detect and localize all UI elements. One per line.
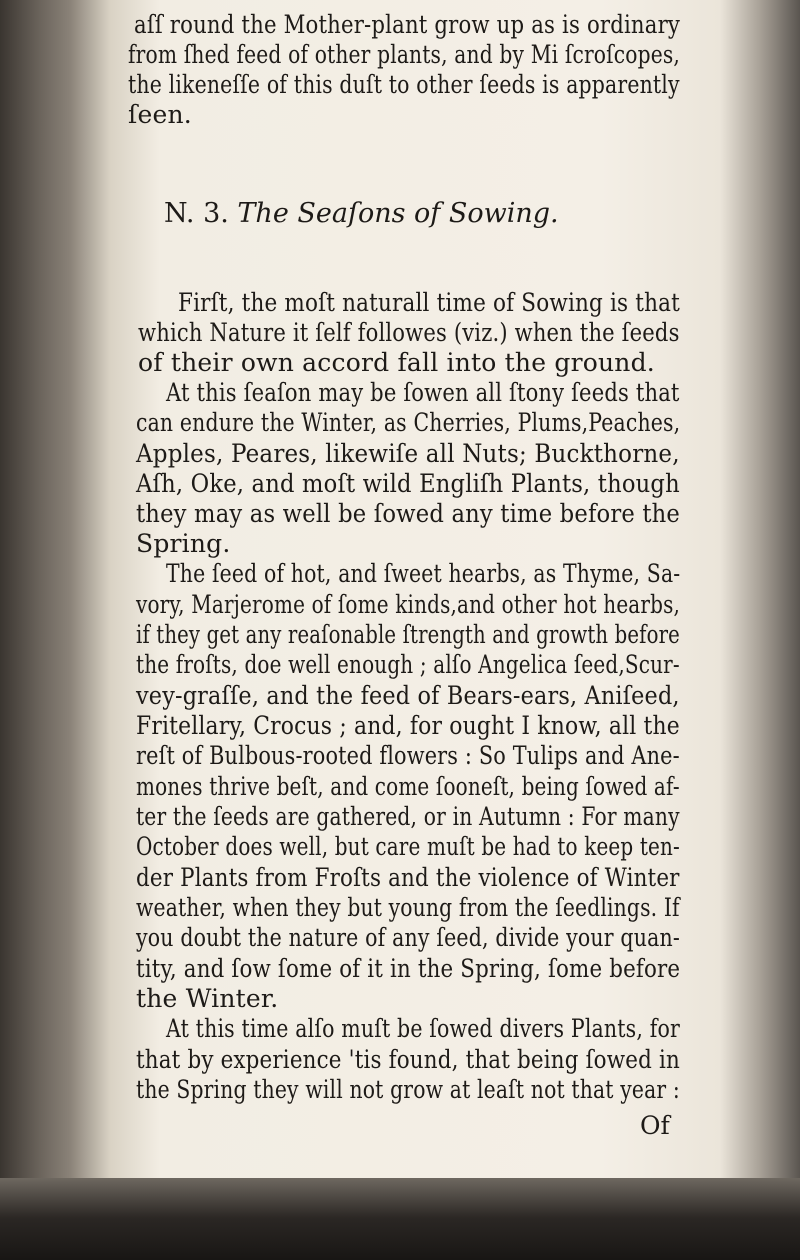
body-line: the froſts, doe well enough ; alſo Angelica ſeed,Scur- [136,650,680,679]
body-line: October does well, but care muſt be had to keep ten- [136,832,680,861]
body-line: Fritellary, Crocus ; and, for ought I know, all the [136,711,680,740]
body-line: At this time alſo muſt be ſowed divers Plants, for [166,1014,680,1043]
body-line: that by experience 'tis found, that being ſowed in [136,1045,680,1074]
body-line: ter the ſeeds are gathered, or in Autumn : For many [136,802,680,831]
body-line: At this ſeaſon may be ſowen all ſtony ſeeds that [166,378,680,407]
body-line: which Nature it ſelf followes (viz.) when the ſeeds [138,318,680,347]
body-line: if they get any reaſonable ſtrength and growth before [136,620,680,649]
intro-line: the likeneſſe of this duſt to other ſeeds is apparently [128,70,680,99]
body-line: the Spring they will not grow at leaſt not that year : [136,1075,680,1104]
intro-line: aſſ round the Mother-plant grow up as is ordinary [134,10,681,39]
body-line: they may as well be ſowed any time before the [136,499,681,528]
catchword: Of [640,1111,670,1140]
body-line: Apples, Peares, likewiſe all Nuts; Buckthorne, [136,439,680,468]
section-title: The Seaſons of Sowing. [237,198,559,229]
body-line: vey-graſſe, and the feed of Bears-ears, Aniſeed, [136,681,680,710]
body-line: mones thrive beſt, and come ſooneſt, being ſowed af- [136,772,680,801]
intro-line: ſeen. [128,100,192,129]
body-line: can endure the Winter, as Cherries, Plums,Peaches, [136,408,681,437]
intro-line: from ſhed feed of other plants, and by Mi ſcroſcopes, [128,40,681,69]
body-line: you doubt the nature of any ſeed, divide your quan- [136,923,680,952]
body-line: tity, and ſow ſome of it in the Spring, ſome before [136,954,681,983]
body-line: Firſt, the moſt naturall time of Sowing is that [178,288,680,317]
scan-bottom-shadow [0,1178,800,1260]
body-line: The ſeed of hot, and ſweet hearbs, as Thyme, Sa- [166,559,681,588]
body-line: Spring. [136,529,231,558]
book-page [120,8,680,1168]
section-number: N. 3. [164,198,229,229]
body-line: der Plants from Froſts and the violence of Winter [136,863,680,892]
body-line: weather, when they but young from the ſeedlings. If [136,893,680,922]
section-heading [164,198,559,229]
body-line: Aſh, Oke, and moſt wild Engliſh Plants, though [136,469,680,498]
body-line: the Winter. [136,984,279,1013]
body-line: reſt of Bulbous-rooted flowers : So Tulips and Ane- [136,741,680,770]
body-line: vory, Marjerome of ſome kinds,and other hot hearbs, [136,590,681,619]
body-line: of their own accord fall into the ground. [138,348,655,377]
